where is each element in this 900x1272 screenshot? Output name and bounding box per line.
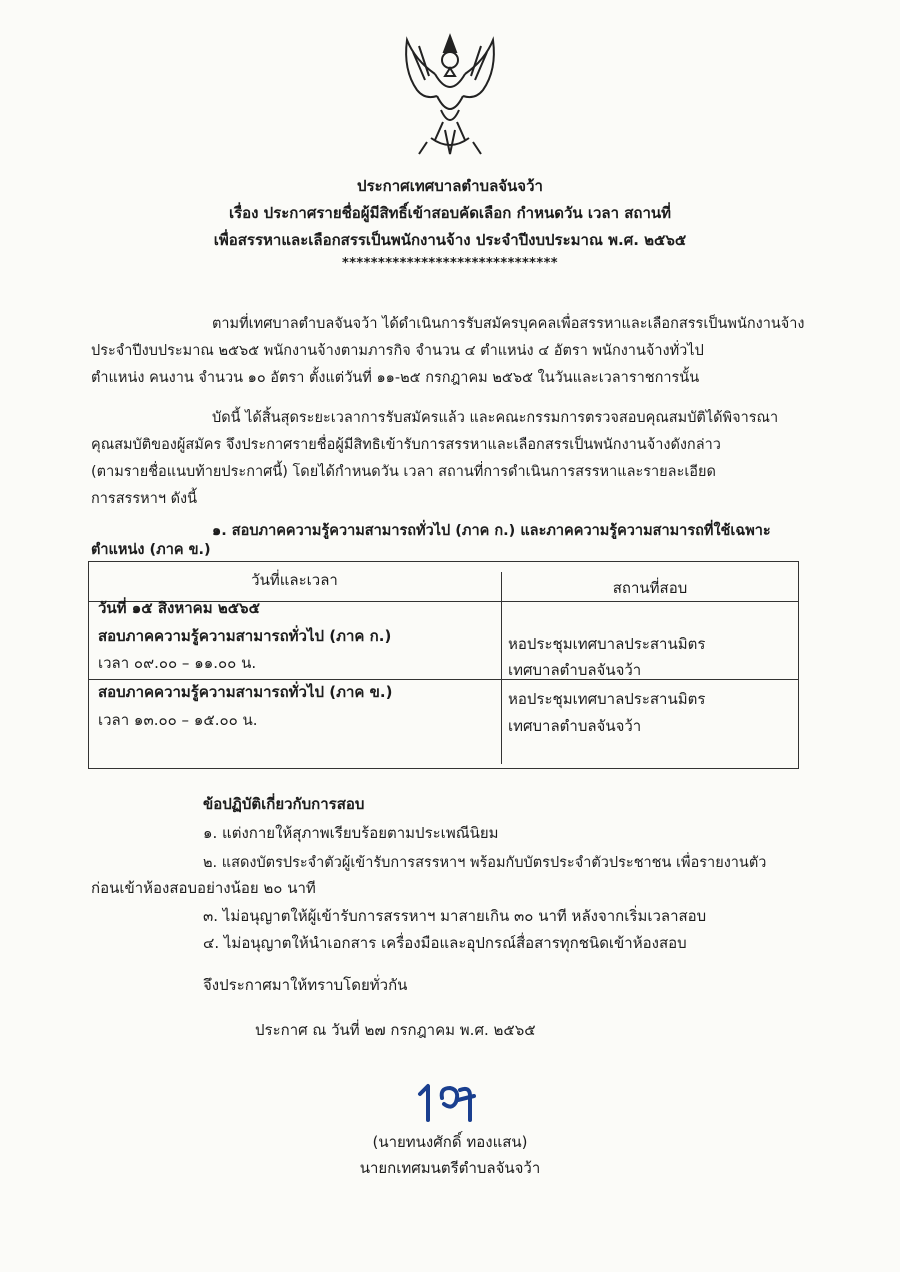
garuda-emblem-icon [395,30,505,160]
document-title: ประกาศเทศบาลตำบลจันจว้า [357,177,543,195]
signer-name: (นายทนงศักดิ์ ทองแสน) [372,1133,528,1151]
rule-4: ๔. ไม่อนุญาตให้นำเอกสาร เครื่องมือและอุปกรณ์สื่อสารทุกชนิดเข้าห้องสอบ [203,934,687,952]
row-2-place-line-2: เทศบาลตำบลจันจว้า [508,717,642,735]
paragraph-1-line-3: ตำแหน่ง คนงาน จำนวน ๑๐ อัตรา ตั้งแต่วันที่ ๑๑-๒๕ กรกฎาคม ๒๕๖๕ ในวันและเวลาราชการนั้น [91,370,700,386]
paragraph-2-line-1: บัดนี้ ได้สิ้นสุดระยะเวลาการรับสมัครแล้ว และคณะกรรมการตรวจสอบคุณสมบัติได้พิจารณา [212,410,779,426]
signer-position: นายกเทศมนตรีตำบลจันจว้า [359,1159,541,1177]
paragraph-1-line-1: ตามที่เทศบาลตำบลจันจว้า ได้ดำเนินการรับสมัครบุคคลเพื่อสรรหาและเลือกสรรเป็นพนักงานจ้าง [212,316,805,332]
closing-announce: จึงประกาศมาให้ทราบโดยทั่วกัน [203,976,408,994]
table-header-place: สถานที่สอบ [612,579,688,597]
announcement-date: ประกาศ ณ วันที่ ๒๗ กรกฎาคม พ.ศ. ๒๕๖๕ [255,1021,536,1039]
row-1-exam: สอบภาคความรู้ความสามารถทั่วไป (ภาค ก.) [98,627,392,645]
item-1-line-2: ตำแหน่ง (ภาค ข.) [91,542,211,558]
paragraph-1-line-2: ประจำปีงบประมาณ ๒๕๖๕ พนักงานจ้างตามภารกิจ จำนวน ๔ ตำแหน่ง ๔ อัตรา พนักงานจ้างทั่วไป [91,343,704,359]
row-2-exam: สอบภาคความรู้ความสามารถทั่วไป (ภาค ข.) [98,683,393,701]
star-divider: ****************************** [342,256,558,271]
rule-3: ๓. ไม่อนุญาตให้ผู้เข้ารับการสรรหาฯ มาสายเกิน ๓๐ นาที หลังจากเริ่มเวลาสอบ [203,907,707,925]
row-1-date: วันที่ ๑๕ สิงหาคม ๒๕๖๕ [98,599,260,617]
rule-1: ๑. แต่งกายให้สุภาพเรียบร้อยตามประเพณีนิยม [203,824,499,842]
handwritten-signature [414,1078,484,1128]
rules-heading: ข้อปฏิบัติเกี่ยวกับการสอบ [203,795,365,813]
table-header-datetime: วันที่และเวลา [251,571,338,589]
subject-line-1: เรื่อง ประกาศรายชื่อผู้มีสิทธิ์เข้าสอบคัดเลือก กำหนดวัน เวลา สถานที่ [228,204,672,222]
row-1-time: เวลา ๐๙.๐๐ – ๑๑.๐๐ น. [98,654,257,672]
row-2-place-line-1: หอประชุมเทศบาลประสานมิตร [508,690,706,708]
paragraph-2-line-2: คุณสมบัติของผู้สมัคร จึงประกาศรายชื่อผู้มีสิทธิเข้ารับการสรรหาและเลือกสรรเป็นพนักงานจ้างดังกล่าว [91,437,721,453]
row-1-place-line-2: เทศบาลตำบลจันจว้า [508,661,642,679]
row-1-place-line-1: หอประชุมเทศบาลประสานมิตร [508,635,706,653]
rule-2-line-1: ๒. แสดงบัตรประจำตัวผู้เข้ารับการสรรหาฯ พร้อมกับบัตรประจำตัวประชาชน เพื่อรายงานตัว [203,855,767,871]
item-1-line-1: ๑. สอบภาคความรู้ความสามารถทั่วไป (ภาค ก.) และภาคความรู้ความสามารถที่ใช้เฉพาะ [212,523,771,539]
paragraph-2-line-4: การสรรหาฯ ดังนี้ [91,491,197,507]
table-row-divider [88,679,799,680]
row-2-time: เวลา ๑๓.๐๐ – ๑๕.๐๐ น. [98,711,258,729]
rule-2-line-2: ก่อนเข้าห้องสอบอย่างน้อย ๒๐ นาที [91,879,316,897]
paragraph-2-line-3: (ตามรายชื่อแนบท้ายประกาศนี้) โดยได้กำหนดวัน เวลา สถานที่การดำเนินการสรรหาและรายละเอียด [91,464,716,480]
subject-line-2: เพื่อสรรหาและเลือกสรรเป็นพนักงานจ้าง ประจำปีงบประมาณ พ.ศ. ๒๕๖๕ [213,231,687,249]
